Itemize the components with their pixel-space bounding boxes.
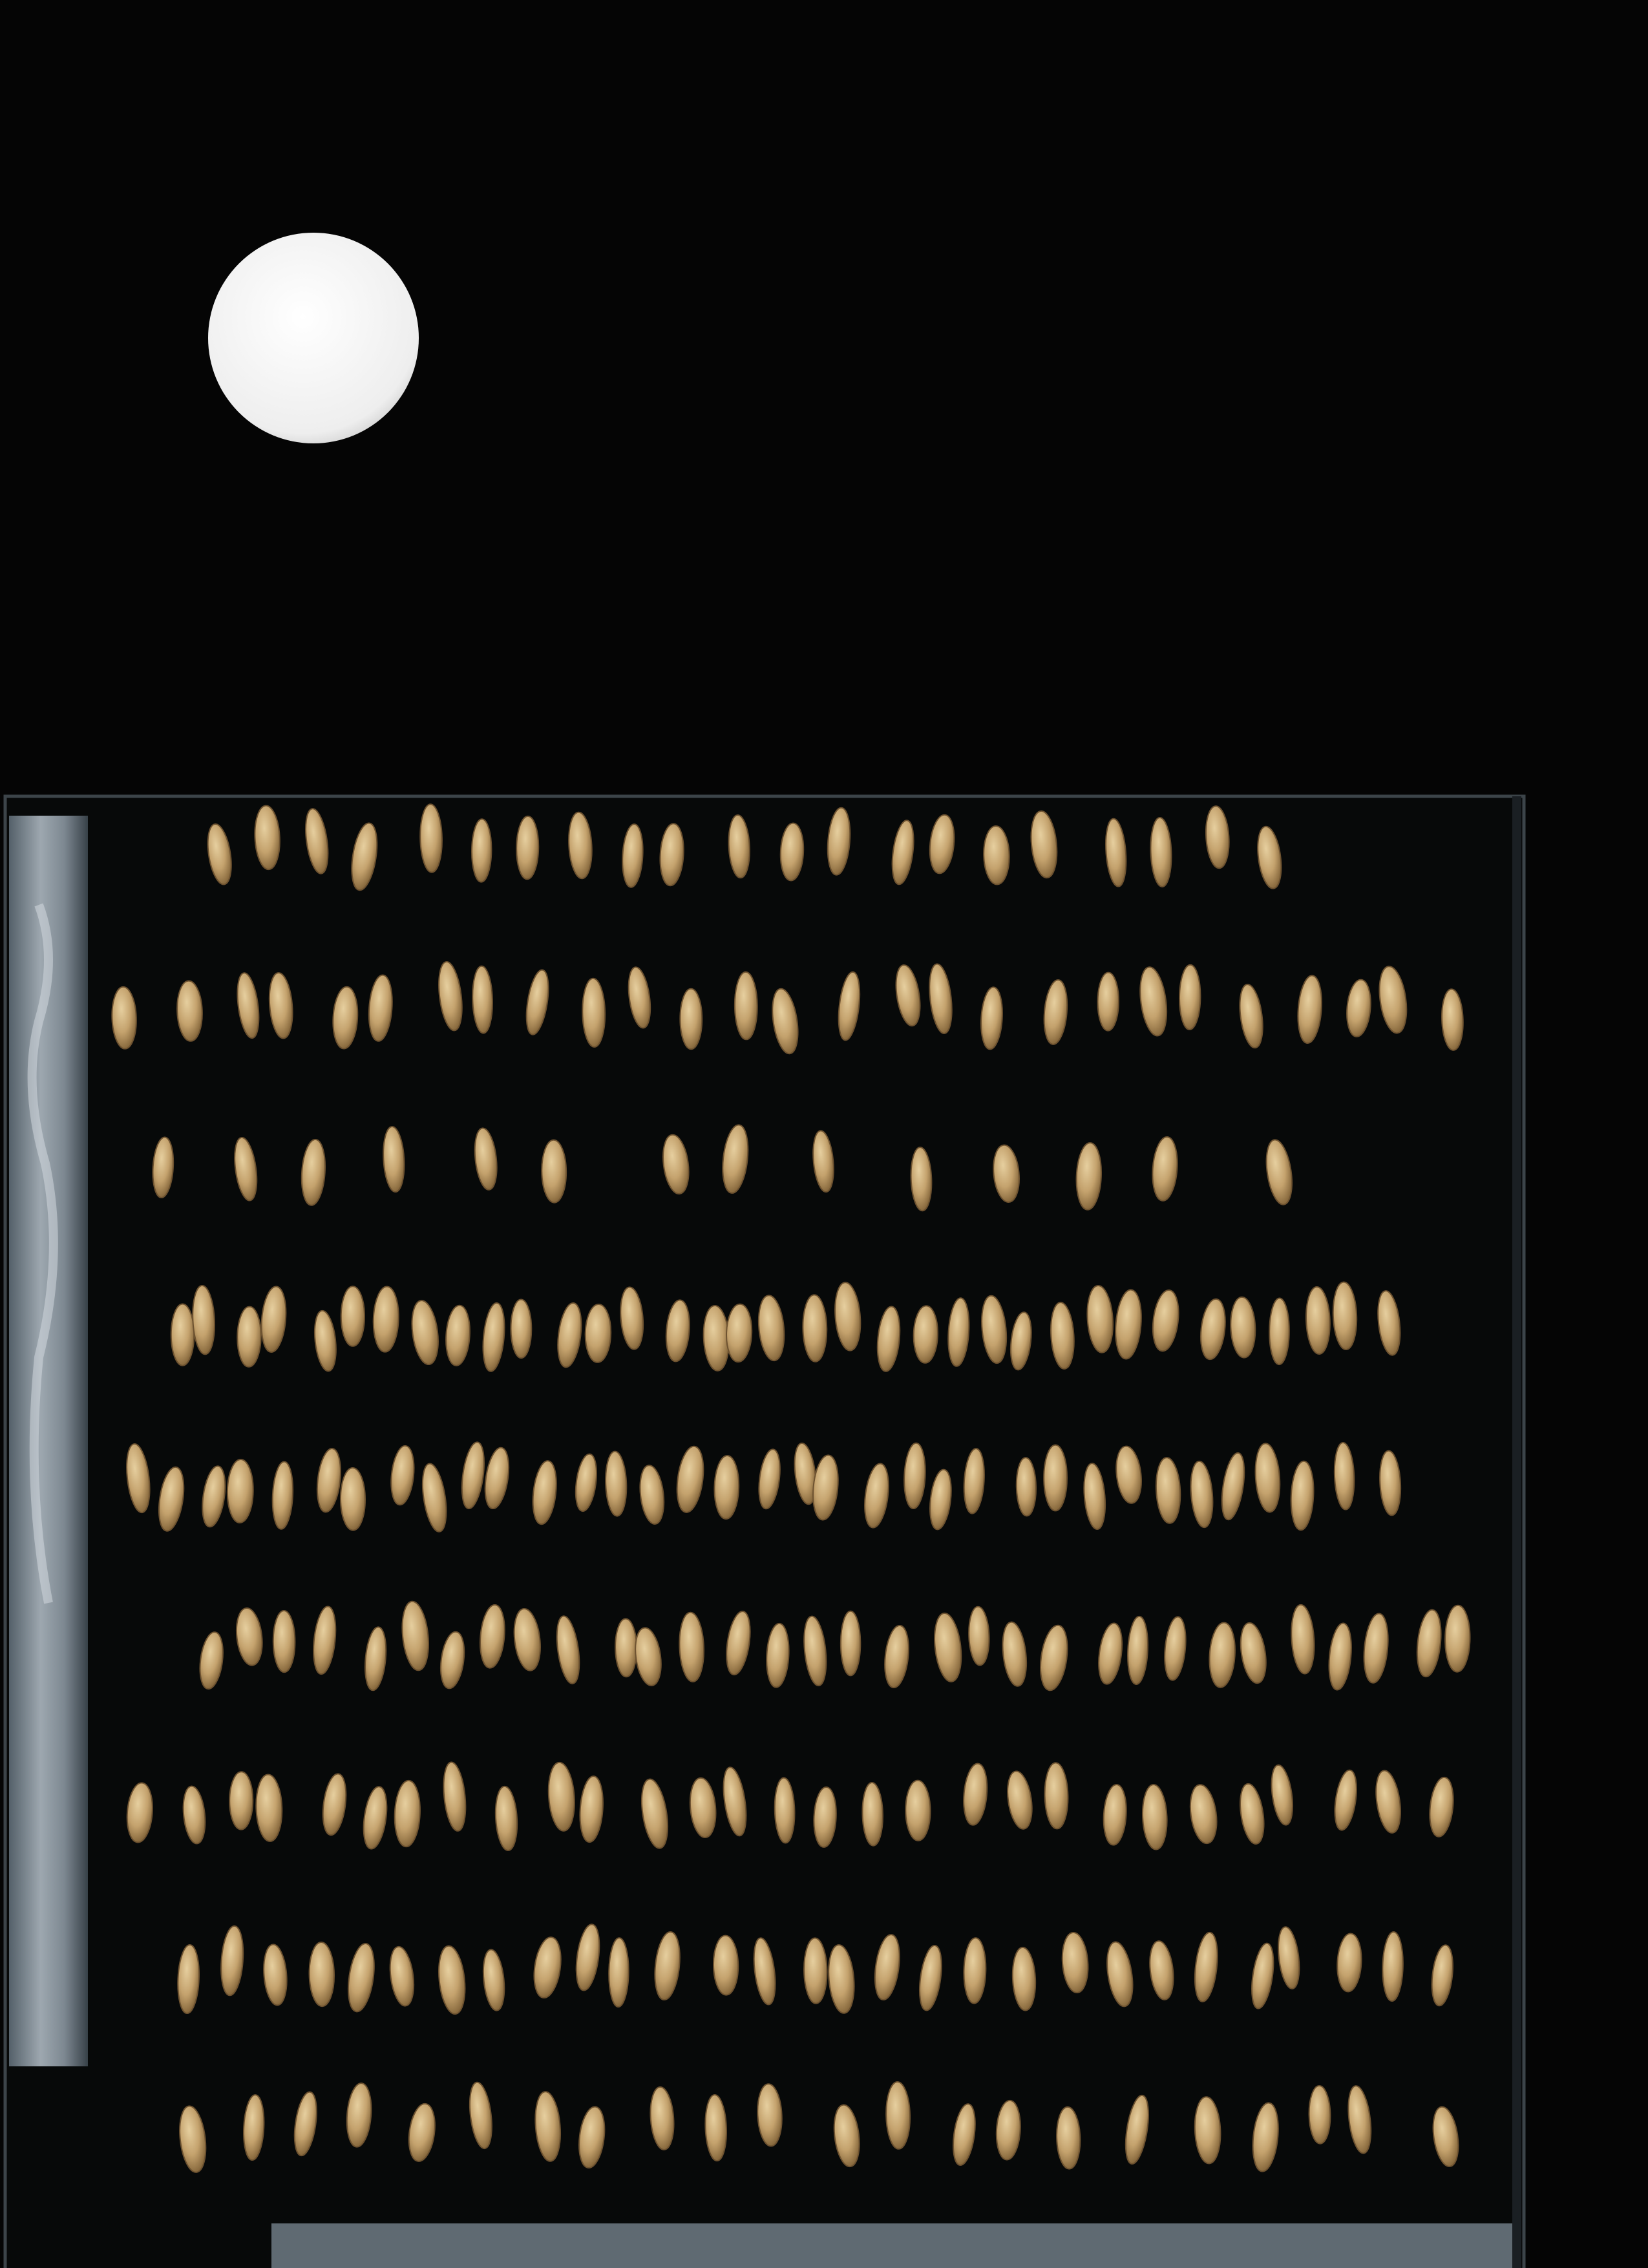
plate-left-tape xyxy=(9,816,88,2066)
seed-row-7-3 xyxy=(229,1772,253,1830)
seed-row-3-6 xyxy=(542,1139,567,1202)
seed-row-5-4 xyxy=(227,1459,254,1523)
glass-plate xyxy=(5,796,1524,2268)
seed-row-4-3 xyxy=(237,1306,262,1367)
seed-row-8-4 xyxy=(309,1942,335,2007)
calibration-disc xyxy=(208,233,419,443)
seed-row-4-6 xyxy=(341,1286,364,1346)
seed-row-8-11 xyxy=(608,1938,629,2007)
seed-row-6-3 xyxy=(273,1611,295,1672)
plate-right-edge xyxy=(1512,796,1521,2268)
seed-row-8-13 xyxy=(713,1935,739,1995)
seed-row-6-32 xyxy=(1444,1605,1470,1672)
seed-row-1-7 xyxy=(516,816,539,880)
seed-row-6-17 xyxy=(841,1611,860,1676)
seed-row-2-12 xyxy=(680,989,702,1049)
plate-bottom-tape xyxy=(271,2223,1512,2268)
seed-row-9-20 xyxy=(1309,2086,1331,2144)
seed-row-2-13 xyxy=(734,972,757,1040)
seed-row-8-15 xyxy=(803,1938,827,2004)
seed-row-4-1 xyxy=(171,1304,194,1366)
plate-outline xyxy=(5,796,1524,2268)
seed-row-4-11 xyxy=(511,1299,531,1358)
seed-row-2-20 xyxy=(1097,972,1119,1030)
seed-row-4-32 xyxy=(1269,1298,1289,1364)
seed-row-2-22 xyxy=(1179,965,1201,1030)
seed-row-1-6 xyxy=(471,819,492,882)
seed-row-5-7 xyxy=(341,1468,366,1531)
seed-row-5-26 xyxy=(1044,1445,1067,1511)
seed-row-7-18 xyxy=(905,1780,931,1841)
seed-row-6-11 xyxy=(615,1618,637,1677)
